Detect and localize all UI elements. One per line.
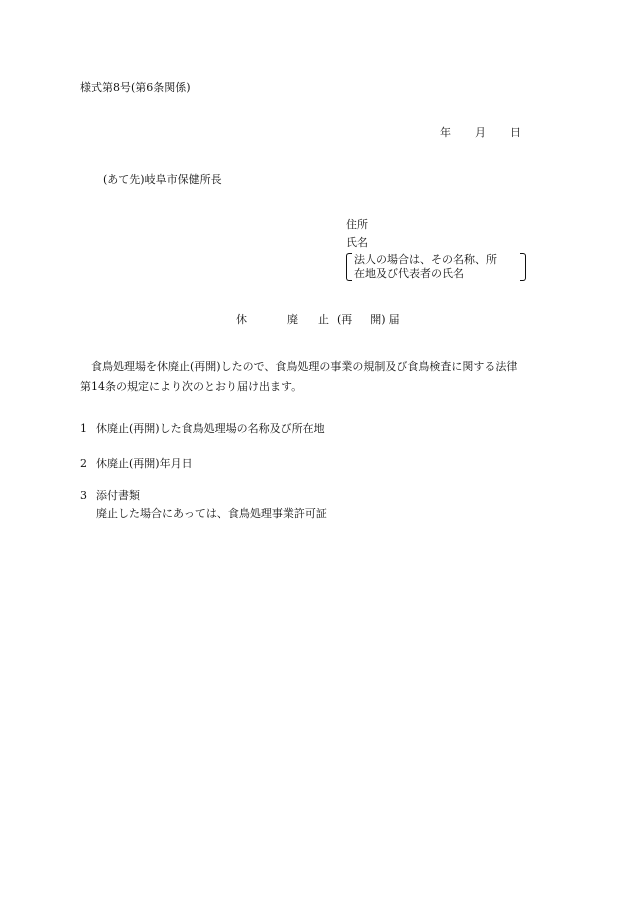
day-label: 日 bbox=[510, 126, 521, 139]
item-3-number: 3 bbox=[80, 489, 87, 502]
title-char-3: 止 bbox=[318, 313, 329, 326]
title-char-5: 開) bbox=[370, 313, 386, 326]
form-number: 様式第8号(第6条関係) bbox=[80, 81, 191, 94]
corporation-note bbox=[346, 253, 526, 281]
addressee: (あて先)岐阜市保健所長 bbox=[103, 173, 222, 186]
title-char-1: 休 bbox=[236, 313, 247, 326]
title-char-2: 廃 bbox=[287, 313, 298, 326]
body-text bbox=[80, 357, 550, 397]
month-label: 月 bbox=[475, 126, 486, 139]
body-line-1: 食鳥処理場を休廃止(再開)したので、食鳥処理の事業の規制及び食鳥検査に関する法律 bbox=[91, 360, 518, 373]
date-line bbox=[440, 127, 521, 138]
address-label: 住所 bbox=[346, 218, 368, 231]
item-1 bbox=[80, 423, 325, 434]
item-2 bbox=[80, 458, 193, 469]
year-label: 年 bbox=[440, 126, 451, 139]
corporation-note-line-2: 在地及び代表者の氏名 bbox=[354, 267, 464, 280]
right-bracket bbox=[520, 253, 526, 281]
body-line-2: 第14条の規定により次のとおり届け出ます。 bbox=[80, 380, 303, 393]
title-char-4: (再 bbox=[337, 313, 353, 326]
item-3-text: 添付書類 bbox=[96, 489, 140, 502]
item-1-text: 休廃止(再開)した食鳥処理場の名称及び所在地 bbox=[96, 422, 325, 435]
item-2-text: 休廃止(再開)年月日 bbox=[96, 457, 193, 470]
left-bracket bbox=[346, 253, 352, 281]
item-3-detail: 廃止した場合にあっては、食鳥処理事業許可証 bbox=[96, 507, 327, 520]
item-2-number: 2 bbox=[80, 457, 87, 470]
name-label: 氏名 bbox=[346, 236, 368, 249]
title-char-6: 届 bbox=[388, 313, 400, 326]
item-1-number: 1 bbox=[80, 422, 87, 435]
corporation-note-line-1: 法人の場合は、その名称、所 bbox=[354, 253, 497, 266]
document-title bbox=[236, 314, 400, 325]
item-3 bbox=[80, 490, 140, 501]
